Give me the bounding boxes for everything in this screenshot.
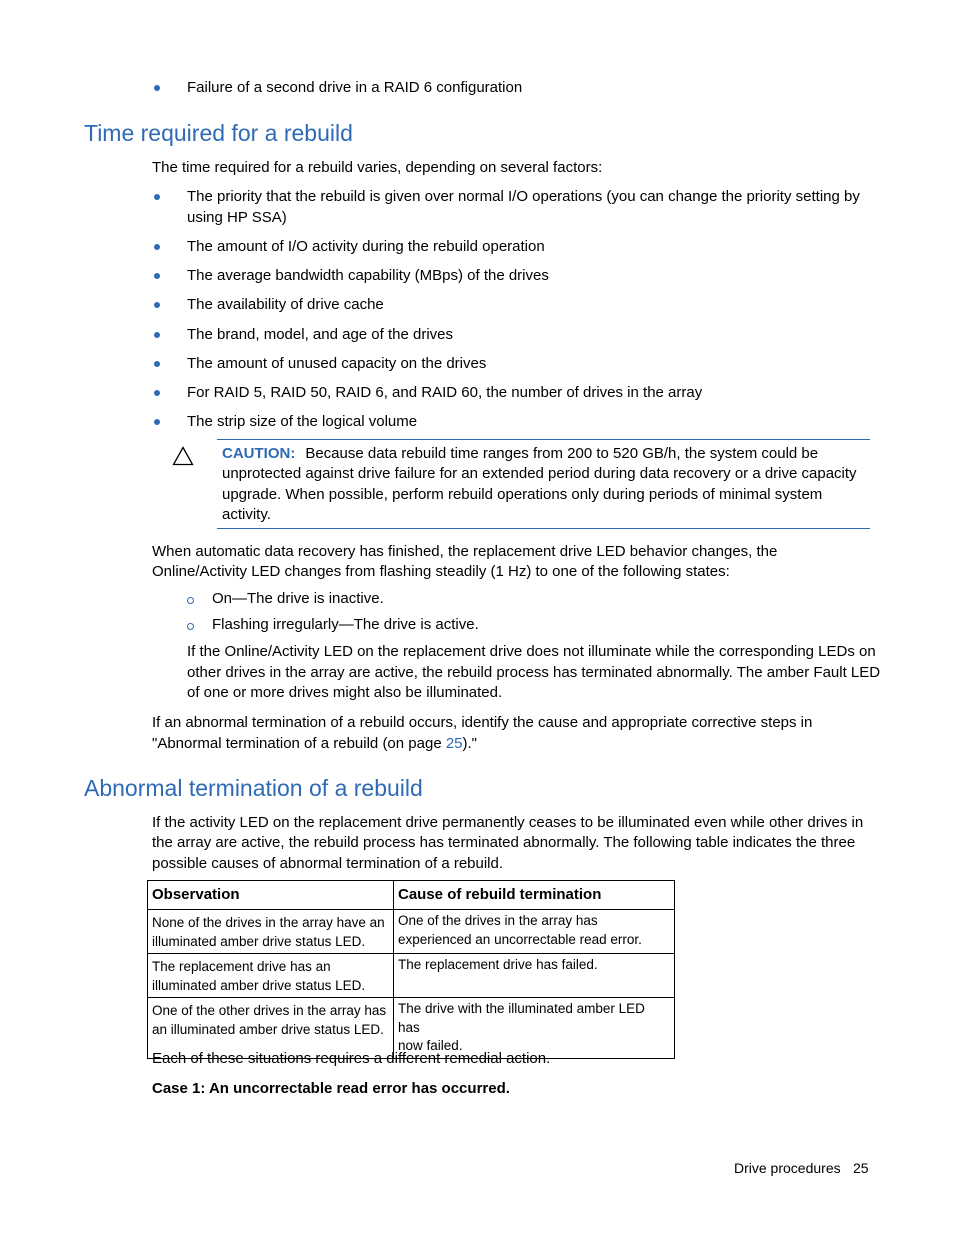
bullet-dot xyxy=(154,194,160,200)
caution-text: Because data rebuild time ranges from 200 to 520 GB/h, the system could be xyxy=(305,445,819,462)
cell-line: The replacement drive has an xyxy=(152,959,331,974)
paragraph-line: If an abnormal termination of a rebuild occurs, identify the cause and appropriate corrective steps in xyxy=(152,714,813,731)
case-heading: Case 1: An uncorrectable read error has occurred. xyxy=(152,1080,510,1097)
paragraph-line: possible causes of abnormal termination of a rebuild. xyxy=(152,855,504,872)
paragraph-line: the array are active, the rebuild process has terminated abnormally. The following table indicates the three xyxy=(152,834,856,851)
cell-line: illuminated amber drive status LED. xyxy=(152,977,366,993)
paragraph-line: Each of these situations requires a different remedial action. xyxy=(152,1050,551,1067)
footer-section: Drive procedures xyxy=(734,1160,841,1176)
table-row xyxy=(148,910,675,954)
footer-page-number: 25 xyxy=(853,1160,869,1176)
xref-prefix: "Abnormal termination of a rebuild (on page xyxy=(152,735,446,752)
column-header: Observation xyxy=(148,881,394,910)
list-item: Failure of a second drive in a RAID 6 configuration xyxy=(187,79,523,96)
caution-label: CAUTION: xyxy=(222,445,296,462)
section-heading: Abnormal termination of a rebuild xyxy=(84,775,423,801)
paragraph-line: of one or more drives might also be illuminated. xyxy=(187,684,503,701)
list-item: using HP SSA) xyxy=(187,209,287,226)
cell-line: None of the drives in the array have an xyxy=(152,915,385,930)
warning-triangle-icon xyxy=(172,446,194,466)
bullet-dot xyxy=(154,419,160,425)
bullet-dot xyxy=(154,273,160,279)
sub-list-item: Flashing irregularly—The drive is active. xyxy=(212,616,479,633)
paragraph-line: Online/Activity LED changes from flashing steadily (1 Hz) to one of the following states: xyxy=(152,563,730,580)
cell-line: The replacement drive has failed. xyxy=(398,957,598,972)
list-item: The amount of I/O activity during the rebuild operation xyxy=(187,238,545,255)
list-item: For RAID 5, RAID 50, RAID 6, and RAID 60, the number of drives in the array xyxy=(187,384,703,401)
section-intro: The time required for a rebuild varies, depending on several factors: xyxy=(152,159,603,176)
paragraph-line: When automatic data recovery has finished, the replacement drive LED behavior changes, the xyxy=(152,543,778,560)
cell-line: The drive with the illuminated amber LED has xyxy=(398,1001,645,1035)
bullet-dot xyxy=(154,332,160,338)
list-item: The availability of drive cache xyxy=(187,296,384,313)
sub-bullet-circle xyxy=(187,623,194,630)
table-cell xyxy=(148,910,394,954)
cell-line: now failed. xyxy=(398,1038,463,1053)
paragraph-line: If the Online/Activity LED on the replacement drive does not illuminate while the corresponding LEDs on xyxy=(187,643,876,660)
page-link[interactable]: 25 xyxy=(445,735,463,752)
bullet-dot xyxy=(154,244,160,250)
section-heading: Time required for a rebuild xyxy=(84,120,353,146)
bullet-dot xyxy=(154,85,160,91)
caution-line xyxy=(222,444,818,464)
sub-list-item: On—The drive is inactive. xyxy=(212,590,384,607)
list-item: The priority that the rebuild is given over normal I/O operations (you can change the priority setting by xyxy=(187,188,860,205)
bullet-dot xyxy=(154,390,160,396)
xref-suffix: )." xyxy=(462,735,478,752)
cell-line: illuminated amber drive status LED. xyxy=(152,933,366,949)
cell-line: One of the drives in the array has xyxy=(398,913,598,928)
paragraph-line: other drives in the array are active, the rebuild process has terminated abnormally. The amber Fault LED xyxy=(187,664,881,681)
caution-line: activity. xyxy=(222,506,271,523)
cell-line: an illuminated amber drive status LED. xyxy=(152,1021,384,1037)
caution-line: upgrade. When possible, perform rebuild operations only during periods of minimal system xyxy=(222,486,823,503)
xref-line xyxy=(152,734,477,754)
table-header-row xyxy=(148,881,675,910)
caution-line: unprotected against drive failure for an extended period during data recovery or a drive capacity xyxy=(222,465,857,482)
caution-bottom-rule xyxy=(217,528,870,529)
bullet-dot xyxy=(154,361,160,367)
table-cell xyxy=(394,910,675,954)
table-row xyxy=(148,954,675,998)
list-item: The strip size of the logical volume xyxy=(187,413,418,430)
table-cell xyxy=(148,954,394,998)
caution-top-rule xyxy=(217,439,870,440)
list-item: The average bandwidth capability (MBps) of the drives xyxy=(187,267,549,284)
cell-line: One of the other drives in the array has xyxy=(152,1003,387,1018)
column-header: Cause of rebuild termination xyxy=(394,881,675,910)
bullet-dot xyxy=(154,302,160,308)
sub-bullet-circle xyxy=(187,597,194,604)
causes-table xyxy=(147,880,675,1059)
table-cell xyxy=(394,954,675,998)
paragraph-line: If the activity LED on the replacement drive permanently ceases to be illuminated even while other drives in xyxy=(152,814,864,831)
list-item: The amount of unused capacity on the drives xyxy=(187,355,487,372)
cell-line: experienced an uncorrectable read error. xyxy=(398,931,642,947)
list-item: The brand, model, and age of the drives xyxy=(187,326,454,343)
